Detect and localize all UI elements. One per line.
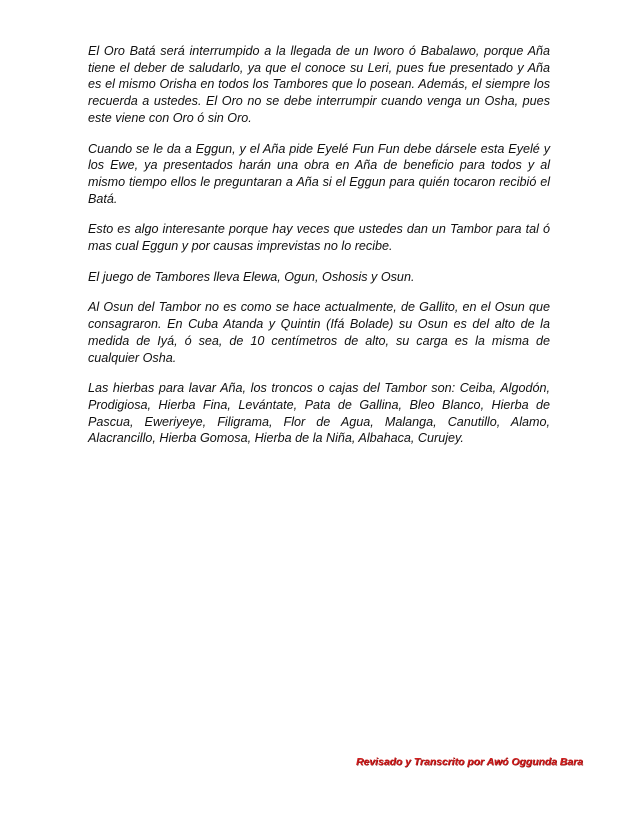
footer-credit: Revisado y Transcrito por Awó Oggunda Bara: [356, 757, 583, 768]
document-body: [88, 43, 550, 461]
paragraph-interesante: Esto es algo interesante porque hay veces que ustedes dan un Tambor para tal ó mas cual Eggun y por causas imprevistas no lo recibe.: [88, 222, 550, 254]
paragraph-juego-tambores: El juego de Tambores lleva Elewa, Ogun, Oshosis y Osun.: [88, 269, 415, 284]
paragraph-oro-bata: El Oro Batá será interrumpido a la llegada de un Iworo ó Babalawo, porque Aña tiene el deber de saludarlo, ya que el conoce su Leri, pues fue presentado y Aña es el mismo Orisha en todos los Tambores que lo posean. Además, el siempre los recuerda a ustedes. El Oro no se debe interrumpir cuando venga un Osha, pues este viene con Oro ó sin Oro.: [88, 44, 550, 125]
paragraph-eggun: Cuando se le da a Eggun, y el Aña pide Eyelé Fun Fun debe dársele esta Eyelé y los Ewe, ya presentados harán una obra en Aña de beneficio para todos y al mismo tiempo ellos le preguntaran a Aña si el Eggun para quién tocaron recibió el Batá.: [88, 141, 550, 206]
paragraph-osun: Al Osun del Tambor no es como se hace actualmente, de Gallito, en el Osun que consagraron. En Cuba Atanda y Quintin (Ifá Bolade) su Osun es del alto de la medida de Iyá, ó sea, de 10 centímetros de alto, su carga es la misma de cualquier Osha.: [88, 300, 550, 365]
paragraph-hierbas: Las hierbas para lavar Aña, los troncos o cajas del Tambor son: Ceiba, Algodón, Prodigiosa, Hierba Fina, Levántate, Pata de Gallina, Bleo Blanco, Hierba de Pascua, Eweriyeye, Filigrama, Flor de Agua, Malanga, Canutillo, Alamo, Alacrancillo, Hierba Gomosa, Hierba de la Niña, Albahaca, Curujey.: [88, 381, 550, 446]
